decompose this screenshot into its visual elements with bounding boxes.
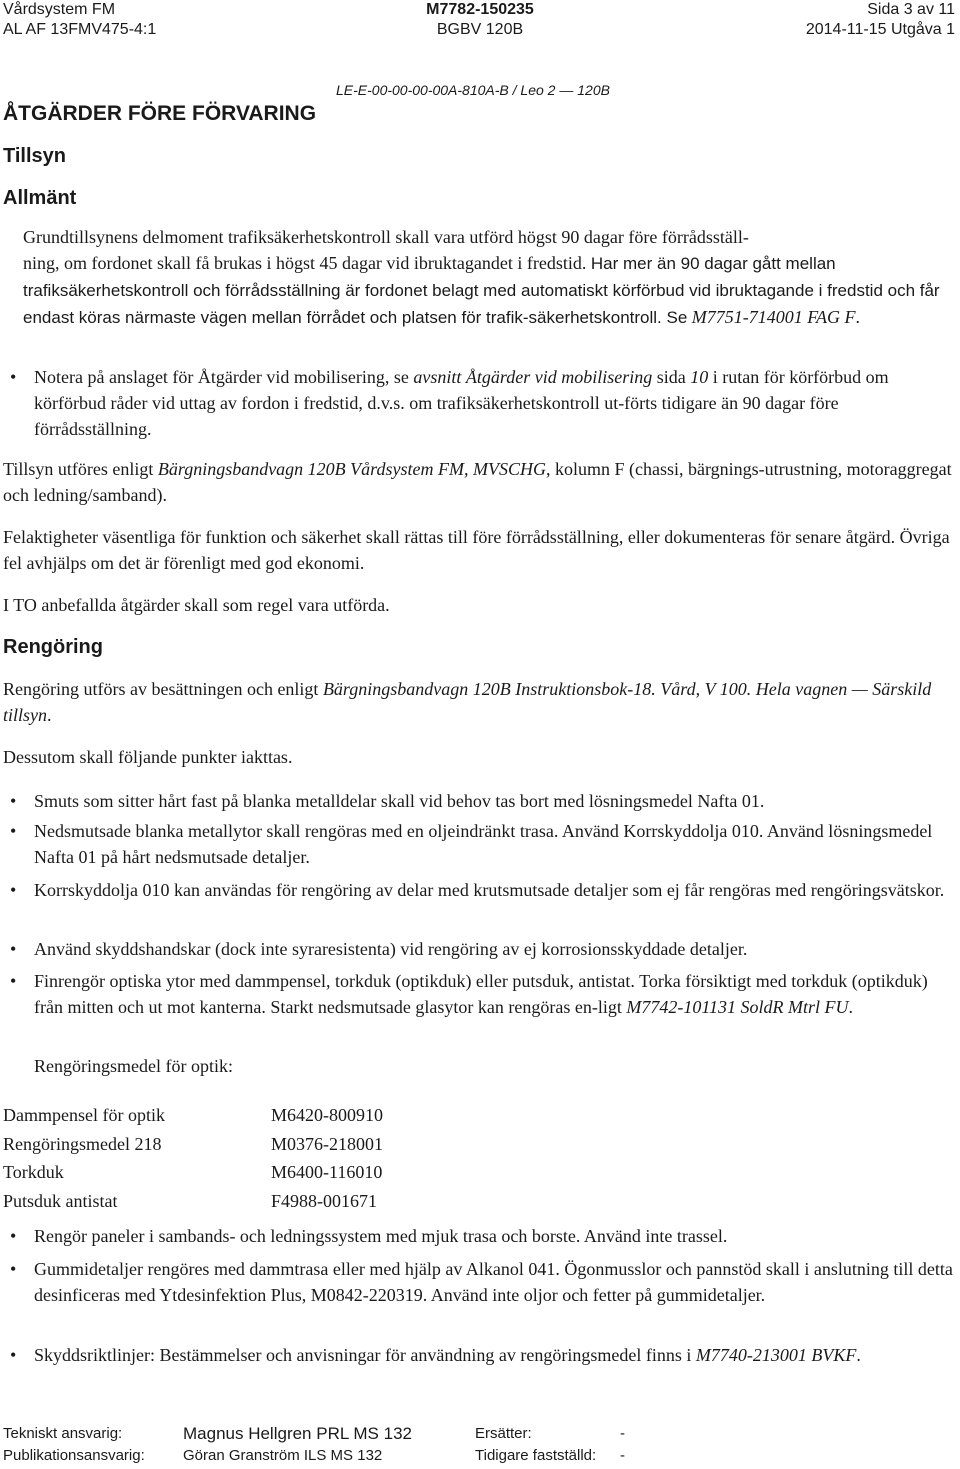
technical-responsible-value: Magnus Hellgren PRL MS 132 (183, 1424, 412, 1443)
section-heading-allmant: Allmänt (3, 187, 77, 209)
list-item: Smuts som sitter hårt fast på blanka metalldelar skall vid behov tas bort med lösningsmedel Nafta 01. (34, 791, 765, 811)
allmant-paragraph: Grundtillsynens delmoment trafiksäkerhetskontroll skall vara utförd högst 90 dagar före förrådsställ- ning, om fordonet skall få brukas i högst 45 dagar vid ibruktagandet i fredstid. Har mer än 90 dagar gått mellan trafiksäkerhetskontroll och förrådsställning är fordonet belagt med automatiskt körförbud vid ibruktagande i fredstid och får endast köras närmaste vägen mellan förrådet och platsen för trafik-säkerhetskontroll. Se M7751-714001 FAG F. (23, 224, 953, 331)
item-name: Torkduk (3, 1162, 64, 1182)
bullet-icon: • (10, 821, 17, 841)
header-right (806, 0, 955, 40)
replaces-label: Ersätter: (475, 1425, 532, 1442)
item-name: Rengöringsmedel 218 (3, 1133, 162, 1154)
allmant-line-2: ning, om fordonet skall få brukas i högst 45 dagar vid ibruktagandet i fredstid. (23, 253, 587, 273)
bullet-icon: • (10, 367, 17, 387)
list-item: Gummidetaljer rengöres med dammtrasa eller med hjälp av Alkanol 041. Ögonmusslor och pannstöd skall i anslutning till detta desinficeras med Ytdesinfektion Plus, M0842-220319. Använd inte oljor och fetter på gummidetaljer. (34, 1259, 953, 1305)
felaktigheter-paragraph: Felaktigheter väsentliga för funktion och säkerhet skall rättas till före förrådsställning, eller dokumenteras för senare åtgärd. Övriga fel avhjälps om det är förenligt med god ekonomi. (3, 527, 950, 573)
previously-approved-label: Tidigare fastställd: (475, 1447, 597, 1464)
rengoring-reference: Bärgningsbandvagn 120B Instruktionsbok-18. Vård, V 100. Hela vagnen — Särskild tillsyn (3, 679, 932, 725)
bullet-icon: • (10, 880, 17, 900)
item-code: M0376-218001 (271, 1133, 383, 1154)
dessutom-paragraph: Dessutom skall följande punkter iakttas. (3, 747, 293, 767)
footer-row (3, 1423, 955, 1445)
table-row (3, 1130, 563, 1159)
skydd-reference: M7740-213001 BVKF (695, 1345, 857, 1365)
notera-reference: avsnitt Åtgärder vid mobilisering (413, 367, 653, 387)
publication-responsible-value: Göran Granström ILS MS 132 (183, 1447, 383, 1464)
list-item: Använd skyddshandskar (dock inte syraresistenta) vid rengöring av ej korrosionsskyddade detaljer. (34, 939, 748, 959)
bullet-icon: • (10, 1345, 17, 1365)
vehicle-name: BGBV 120B (436, 21, 524, 38)
item-name: Dammpensel för optik (3, 1105, 165, 1125)
document-code: AL AF 13FMV475-4:1 (3, 21, 157, 38)
page-header (0, 0, 960, 40)
skyddsriktlinjer-bullet: Skyddsriktlinjer: Bestämmelser och anvisningar för användning av rengöringsmedel finns i M7740-213001 BVKF. (34, 1345, 861, 1365)
notera-page-ref: 10 (690, 367, 709, 387)
publication-number: M7782-150235 (426, 1, 534, 18)
notera-bullet: Notera på anslaget för Åtgärder vid mobilisering, se avsnitt Åtgärder vid mobilisering sida 10 i rutan för körförbud om körförbud råder vid uttag av fordon i fredstid, d.v.s. om trafiksäkerhetskontroll ut-förts tidigare än 90 dagar före förrådsställning. (34, 367, 889, 439)
bullet-icon: • (10, 939, 17, 959)
publication-responsible-label: Publikationsansvarig: (3, 1447, 145, 1464)
previously-approved-value: - (620, 1447, 625, 1464)
rengoring-paragraph: Rengöring utförs av besättningen och enligt Bärgningsbandvagn 120B Instruktionsbok-18. Vård, V 100. Hela vagnen — Särskild tillsyn. (3, 679, 932, 725)
allmant-reference: M7751-714001 FAG F (691, 307, 856, 327)
tillsyn-paragraph: Tillsyn utföres enligt Bärgningsbandvagn 120B Vårdsystem FM, MVSCHG, kolumn F (chassi, bärgnings-utrustning, motoraggregat och ledning/samband). (3, 459, 952, 505)
edition-date: 2014-11-15 Utgåva 1 (805, 21, 955, 38)
table-row (3, 1101, 563, 1130)
page-number: Sida 3 av 11 (867, 1, 955, 18)
tillsyn-reference: Bärgningsbandvagn 120B Vårdsystem FM, MVSCHG (157, 459, 546, 479)
page-footer (3, 1423, 955, 1467)
bullet-icon: • (10, 1226, 17, 1246)
list-item: Nedsmutsade blanka metallytor skall rengöras med en oljeindränkt trasa. Använd Korrskyddolja 010. Använd lösningsmedel Nafta 01 på hårt nedsmutsade detaljer. (34, 821, 933, 867)
finrengor-bullet: Finrengör optiska ytor med dammpensel, torkduk (optikduk) eller putsduk, antistat. Torka försiktigt med torkduk (optikduk) från mitten och ut mot kanterna. Starkt nedsmutsade glasytor kan rengöras en-ligt M7742-101131 SoldR Mtrl FU. (34, 971, 928, 1017)
finrengor-reference: M7742-101131 SoldR Mtrl FU (626, 997, 849, 1017)
bullet-icon: • (10, 791, 17, 811)
list-item: Rengör paneler i sambands- och ledningssystem med mjuk trasa och borste. Använd inte trassel. (34, 1226, 728, 1246)
optik-label: Rengöringsmedel för optik: (34, 1056, 233, 1076)
replaces-value: - (620, 1425, 625, 1442)
item-code: M6420-800910 (271, 1105, 383, 1125)
item-name: Putsduk antistat (3, 1190, 118, 1211)
table-row (3, 1158, 563, 1187)
allmant-line-1: Grundtillsynens delmoment trafiksäkerhetskontroll skall vara utförd högst 90 dagar före förrådsställ- (23, 227, 749, 247)
list-item: Korrskyddolja 010 kan användas för rengöring av delar med krutsmutsade detaljer som ej får rengöras med rengöringsvätskor. (34, 880, 945, 900)
technical-responsible-label: Tekniskt ansvarig: (3, 1425, 123, 1442)
footer-row (3, 1445, 955, 1467)
item-code: M6400-116010 (271, 1162, 383, 1182)
item-code: F4988-001671 (271, 1190, 378, 1211)
to-paragraph: I TO anbefallda åtgärder skall som regel vara utförda. (3, 595, 390, 615)
bullet-icon: • (10, 971, 17, 991)
table-row (3, 1187, 563, 1216)
document-reference: LE-E-00-00-00-00A-810A-B / Leo 2 — 120B (336, 82, 610, 98)
section-heading-tillsyn: Tillsyn (3, 145, 66, 167)
allmant-text-continued: Har mer än 90 dagar gått mellan trafiksäkerhetskontroll och förrådsställning är fordonet belagt med automatiskt körförbud vid ibruktagande i fredstid och får endast köras närmaste vägen mellan förrådet och platsen för trafik-säkerhetskontroll. Se (23, 254, 940, 327)
system-name: Vårdsystem FM (3, 1, 116, 18)
optik-table (3, 1101, 563, 1215)
section-heading-rengoring: Rengöring (3, 636, 103, 658)
bullet-icon: • (10, 1259, 17, 1279)
page-title: ÅTGÄRDER FÖRE FÖRVARING (3, 102, 317, 125)
